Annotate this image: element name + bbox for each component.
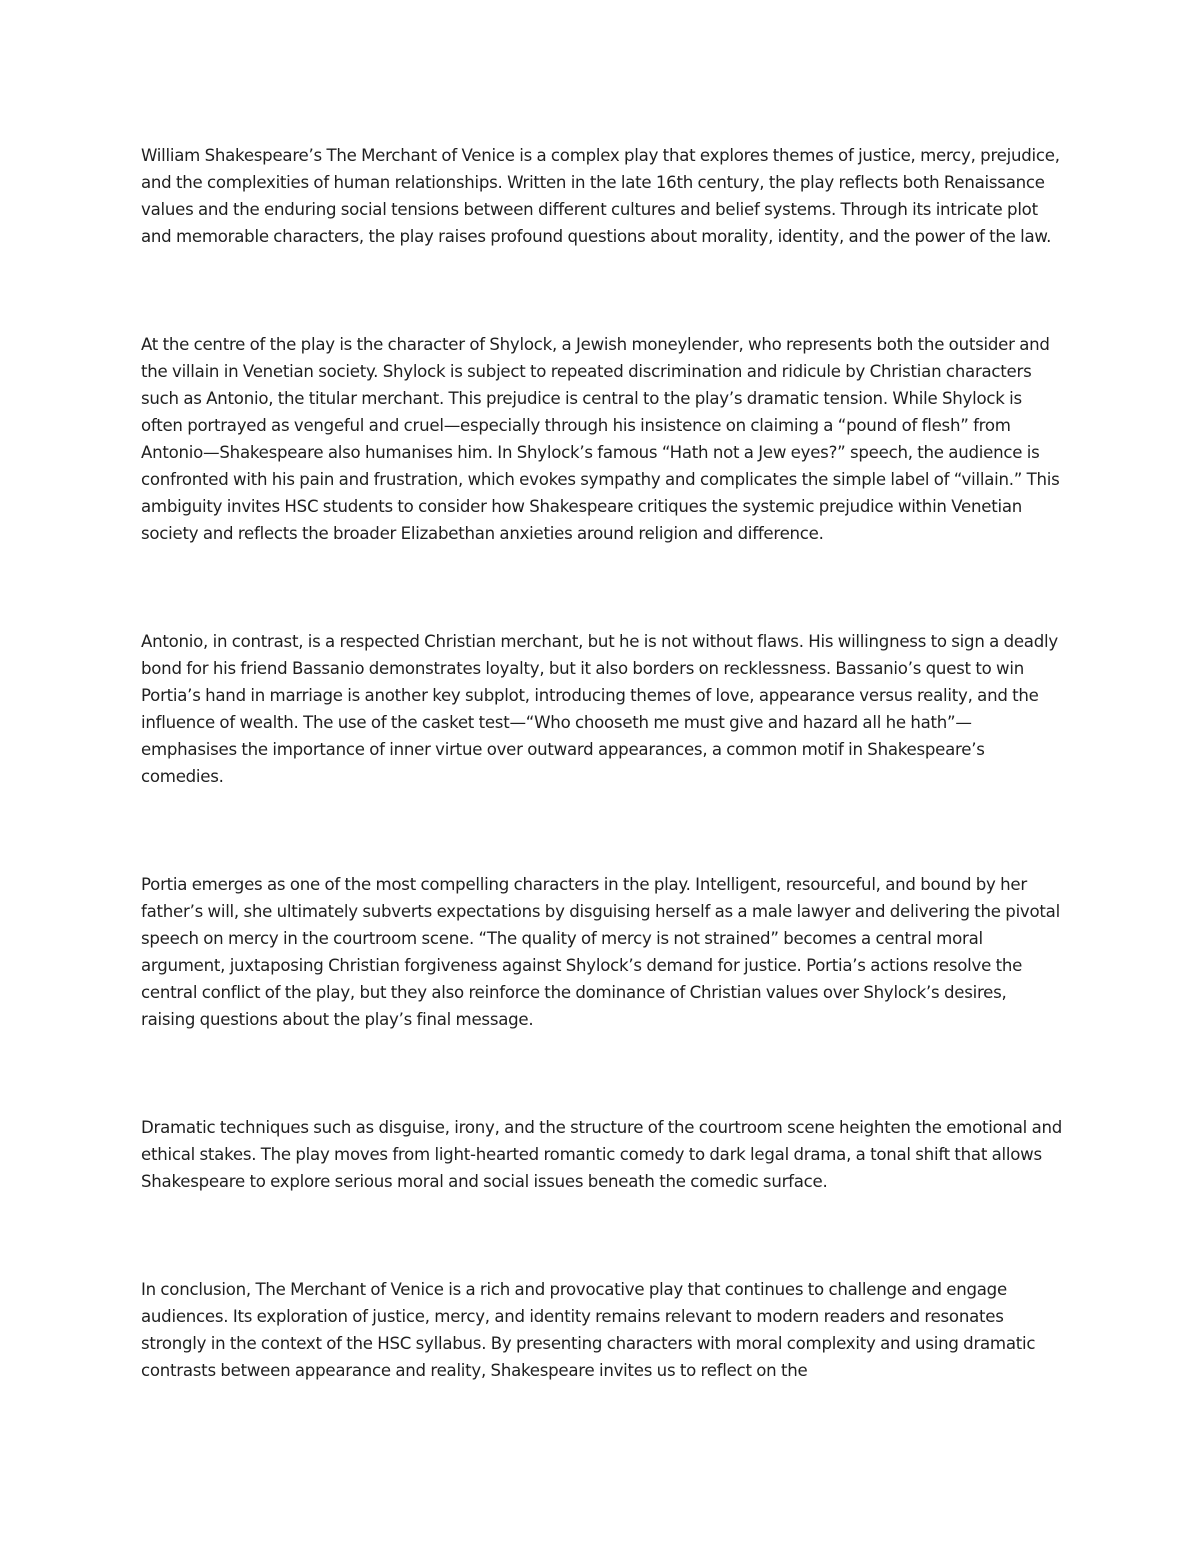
paragraph-spacer xyxy=(141,574,1063,628)
paragraph-portia: Portia emerges as one of the most compelling characters in the play. Intelligent, resourceful, and bound by her father’s will, she ultimately subverts expectations by disguising herself as a male lawyer and delivering the pivotal speech on mercy in the courtroom scene. “The quality of mercy is not strained” becomes a central moral argument, juxtaposing Christian forgiveness against Shylock’s demand for justice. Portia’s actions resolve the central conflict of the play, but they also reinforce the dominance of Christian values over Shylock’s desires, raising questions about the play’s final message. xyxy=(141,875,1060,1029)
paragraph-dramatic-techniques: Dramatic techniques such as disguise, irony, and the structure of the courtroom scene heighten the emotional and ethical stakes. The play moves from light-hearted romantic comedy to dark legal drama, a tonal shift that allows Shakespeare to explore serious moral and social issues beneath the comedic surface. xyxy=(141,1118,1063,1191)
paragraph-introduction: William Shakespeare’s The Merchant of Venice is a complex play that explores themes of justice, mercy, prejudice, and the complexities of human relationships. Written in the late 16th century, the play reflects both Renaissance values and the enduring social tensions between different cultures and belief systems. Through its intricate plot and memorable characters, the play raises profound questions about morality, identity, and the power of the law. xyxy=(141,146,1060,246)
paragraph-spacer xyxy=(141,1222,1063,1276)
paragraph-conclusion: In conclusion, The Merchant of Venice is a rich and provocative play that continues to challenge and engage audiences. Its exploration of justice, mercy, and identity remains relevant to modern readers and resonates strongly in the context of the HSC syllabus. By presenting characters with moral complexity and using dramatic contrasts between appearance and reality, Shakespeare invites us to reflect on the xyxy=(141,1280,1036,1380)
paragraph-spacer xyxy=(141,1060,1063,1114)
paragraph-spacer xyxy=(141,277,1063,331)
paragraph-antonio: Antonio, in contrast, is a respected Christian merchant, but he is not without flaws. His willingness to sign a deadly bond for his friend Bassanio demonstrates loyalty, but it also borders on recklessness. Bassanio’s quest to win Portia’s hand in marriage is another key subplot, introducing themes of love, appearance versus reality, and the influence of wealth. The use of the casket test—“Who chooseth me must give and hazard all he hath”—emphasises the importance of inner virtue over outward appearances, a common motif in Shakespeare’s comedies. xyxy=(141,632,1058,786)
essay-body xyxy=(141,142,1063,1411)
paragraph-shylock: At the centre of the play is the character of Shylock, a Jewish moneylender, who represents both the outsider and the villain in Venetian society. Shylock is subject to repeated discrimination and ridicule by Christian characters such as Antonio, the titular merchant. This prejudice is central to the play’s dramatic tension. While Shylock is often portrayed as vengeful and cruel—especially through his insistence on claiming a “pound of flesh” from Antonio—Shakespeare also humanises him. In Shylock’s famous “Hath not a Jew eyes?” speech, the audience is confronted with his pain and frustration, which evokes sympathy and complicates the simple label of “villain.” This ambiguity invites HSC students to consider how Shakespeare critiques the systemic prejudice within Venetian society and reflects the broader Elizabethan anxieties around religion and difference. xyxy=(141,335,1060,543)
paragraph-spacer xyxy=(141,817,1063,871)
